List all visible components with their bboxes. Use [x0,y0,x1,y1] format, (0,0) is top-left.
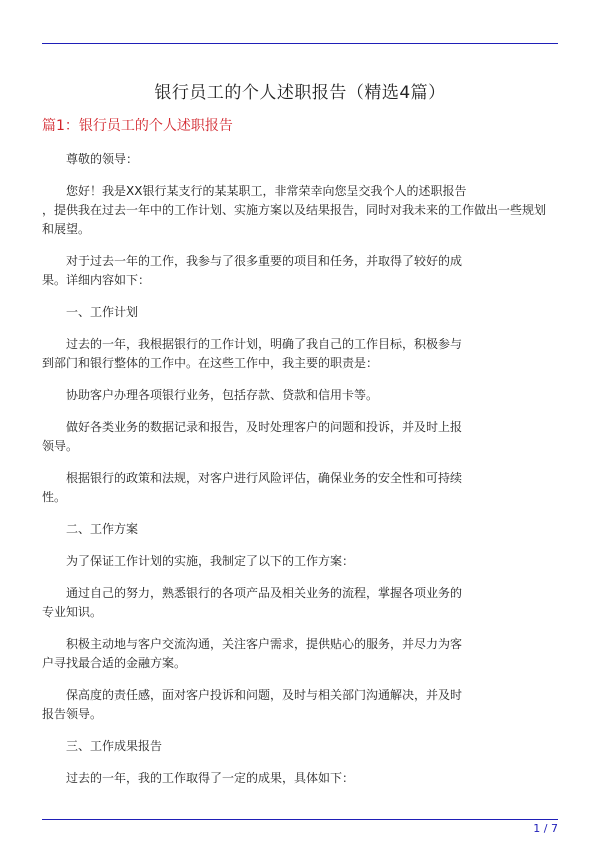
paragraph [42,182,562,239]
paragraph-line: 领导。 [42,439,79,453]
paragraph-line: 一、工作计划 [66,305,139,319]
paragraph [42,335,562,373]
paragraph-line: 协助客户办理各项银行业务，包括存款、贷款和信用卡等。 [66,388,379,402]
paragraph-line: 根据银行的政策和法规，对客户进行风险评估，确保业务的安全性和可持续 [66,471,463,485]
paragraph-line: 为了保证工作计划的实施，我制定了以下的工作方案： [66,554,355,568]
paragraph [42,469,562,507]
paragraph [42,769,562,788]
paragraph-line: 到部门和银行整体的工作中。在这些工作中，我主要的职责是： [42,356,379,370]
paragraph-line: 过去的一年，我的工作取得了一定的成果，具体如下： [66,771,355,785]
paragraph-line: 户寻找最合适的金融方案。 [42,656,187,670]
paragraph [42,303,562,322]
paragraph-line: 保高度的责任感，面对客户投诉和问题，及时与相关部门沟通解决，并及时 [66,688,463,702]
paragraph-line: 积极主动地与客户交流沟通，关注客户需求，提供贴心的服务，并尽力为客 [66,637,463,651]
paragraph-line: 过去的一年，我根据银行的工作计划，明确了我自己的工作目标，积极参与 [66,337,463,351]
paragraph [42,418,562,456]
page-number: 1 / 7 [533,822,558,835]
paragraph [42,386,562,405]
paragraph [42,737,562,756]
paragraph-line: 和展望。 [42,222,91,236]
paragraph-line: 二、工作方案 [66,522,139,536]
paragraph-line: 专业知识。 [42,605,103,619]
header-rule [42,43,558,44]
paragraph-line: 性。 [42,490,67,504]
paragraph [42,552,562,571]
paragraph-line: 三、工作成果报告 [66,739,163,753]
paragraph-line: 您好！我是XX银行某支行的某某职工，非常荣幸向您呈交我个人的述职报告 [66,184,467,198]
section-title: 篇1：银行员工的个人述职报告 [42,118,233,134]
paragraph-line: ，提供我在过去一年中的工作计划、实施方案以及结果报告，同时对我未来的工作做出一些规划 [42,203,547,217]
footer-rule [42,819,558,820]
document-body [42,150,562,801]
paragraph-line: 报告领导。 [42,707,103,721]
paragraph [42,252,562,290]
paragraph [42,635,562,673]
paragraph [42,686,562,724]
document-title: 银行员工的个人述职报告（精选4篇） [154,83,446,103]
paragraph [42,150,562,169]
paragraph-line: 对于过去一年的工作，我参与了很多重要的项目和任务，并取得了较好的成 [66,254,463,268]
paragraph-line: 尊敬的领导： [66,152,139,166]
paragraph-line: 果。详细内容如下： [42,273,151,287]
paragraph-line: 做好各类业务的数据记录和报告，及时处理客户的问题和投诉，并及时上报 [66,420,463,434]
paragraph [42,520,562,539]
paragraph-line: 通过自己的努力，熟悉银行的各项产品及相关业务的流程，掌握各项业务的 [66,586,463,600]
paragraph [42,584,562,622]
